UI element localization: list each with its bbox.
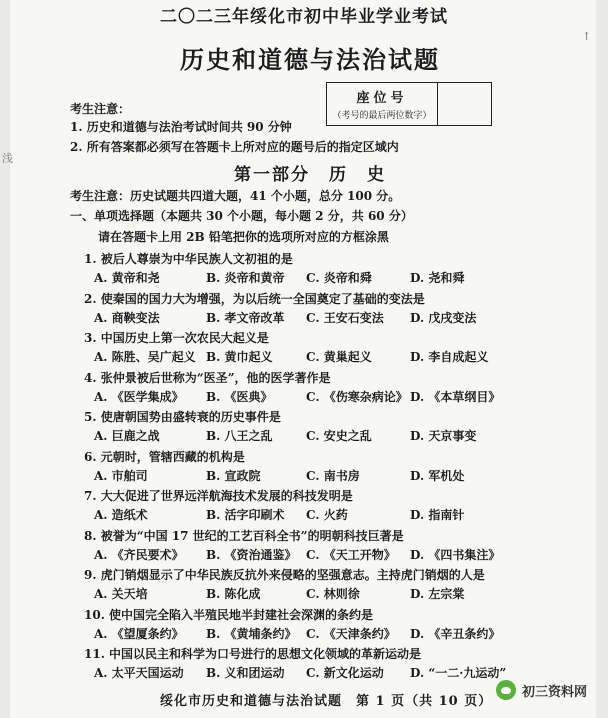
question-option: C. 安史之乱 <box>306 429 372 443</box>
question-option: A. 《齐民要术》 <box>94 547 184 562</box>
question-stem: 11. 中国以民主和科学为口号进行的思想文化领域的革新运动是 <box>84 647 422 661</box>
question-option: B. 陈化成 <box>206 587 261 601</box>
question-stem: 3. 中国历史上第一次农民大起义是 <box>84 331 269 345</box>
margin-mark: 浅 <box>2 152 13 165</box>
question-option: A. 商鞅变法 <box>94 310 160 325</box>
part-title: 第一部分 历 史 <box>234 165 386 185</box>
question-stem: 4. 张仲景被后世称为“医圣”，他的医学著作是 <box>84 370 331 385</box>
question-option: A. 造纸术 <box>94 508 148 522</box>
question-option: D. 左宗棠 <box>410 587 465 601</box>
question-option: C. 黄巢起义 <box>306 350 372 364</box>
watermark-text: 初三资料网 <box>522 684 588 700</box>
exam-header-line: 二〇二三年绥化市初中毕业学业考试 <box>160 7 448 26</box>
question-option: C. 南书房 <box>306 468 360 483</box>
section-heading: 一、单项选择题（本题共 30 个小题，每小题 2 分，共 60 分） <box>70 209 413 223</box>
question-option: A. 《医学集成》 <box>94 389 184 404</box>
question-stem: 6. 元朝时，管辖西藏的机构是 <box>84 449 245 464</box>
question-option: D. 《本草纲目》 <box>410 389 501 404</box>
question-option: D. 《辛丑条约》 <box>410 626 501 641</box>
question-stem: 9. 虎门销烟显示了中华民族反抗外来侵略的坚强意志。主持虎门销烟的人是 <box>84 568 485 582</box>
exam-page <box>10 0 596 718</box>
margin-mark: ↑ <box>582 30 592 43</box>
notice-item: 1. 历史和道德与法治考试时间共 90 分钟 <box>70 120 292 134</box>
question-option: D. 天京事变 <box>410 429 477 443</box>
seat-blank-cell <box>438 83 491 125</box>
question-option: A. 陈胜、吴广起义 <box>94 350 196 364</box>
question-option: D. 军机处 <box>410 468 465 483</box>
question-option: B. 宣政院 <box>206 468 261 483</box>
question-option: A. 太平天国运动 <box>94 666 184 680</box>
question-option: D. 尧和舜 <box>410 271 465 285</box>
question-option: C. 《天工开物》 <box>306 547 396 562</box>
question-stem: 1. 被后人尊崇为中华民族人文初祖的是 <box>84 252 293 266</box>
question-stem: 10. 使中国完全陷入半殖民地半封建社会深渊的条约是 <box>84 607 374 622</box>
question-stem: 2. 使秦国的国力大为增强，为以后统一全国奠定了基础的变法是 <box>84 291 425 306</box>
question-option: B. 炎帝和黄帝 <box>206 271 285 285</box>
wechat-icon <box>496 680 516 700</box>
question-option: B. 《黄埔条约》 <box>206 626 297 641</box>
question-option: B. 义和团运动 <box>206 666 285 680</box>
seat-hint: （考号的最后两位数字） <box>332 111 432 121</box>
history-note: 考生注意：历史试题共四道大题，41 个小题，总分 100 分。 <box>70 189 401 203</box>
question-option: A. 巨鹿之战 <box>94 429 160 443</box>
question-option: B. 孝文帝改革 <box>206 310 285 325</box>
question-option: C. 火药 <box>306 508 348 522</box>
question-option: B. 《医典》 <box>206 389 273 404</box>
question-option: A. 市舶司 <box>94 468 148 483</box>
page-footer: 绥化市历史和道德与法治试题 第 1 页（共 10 页） <box>160 694 493 709</box>
question-option: D. 李自成起义 <box>410 350 489 364</box>
question-option: D. 《四书集注》 <box>410 547 501 562</box>
question-stem: 8. 被誉为“中国 17 世纪的工艺百科全书”的明朝科技巨著是 <box>84 528 404 543</box>
question-option: A. 黄帝和尧 <box>94 271 160 285</box>
question-option: B. 八王之乱 <box>206 429 273 443</box>
seat-label-cell <box>327 83 438 125</box>
question-option: D. “一二·九运动” <box>410 666 507 680</box>
question-option: C. 炎帝和舜 <box>306 271 372 285</box>
question-option: B. 黄巾起义 <box>206 350 273 364</box>
notice-item: 2. 所有答案都必须写在答题卡上所对应的题号后的指定区域内 <box>70 140 399 154</box>
notice-heading: 考生注意： <box>70 102 131 116</box>
question-option: C. 林则徐 <box>306 587 360 601</box>
question-option: B. 活字印刷术 <box>206 508 285 522</box>
question-option: A. 《望厦条约》 <box>94 626 184 641</box>
page-title: 历史和道德与法治试题 <box>180 45 440 74</box>
question-option: B. 《资治通鉴》 <box>206 547 297 562</box>
question-option: C. 《伤寒杂病论》 <box>306 389 408 404</box>
question-stem: 7. 大大促进了世界远洋航海技术发展的科技发明是 <box>84 489 353 503</box>
question-option: C. 王安石变法 <box>306 310 384 325</box>
question-option: C. 《天津条约》 <box>306 626 396 641</box>
question-option: C. 新文化运动 <box>306 666 384 680</box>
seat-label: 座位号 <box>356 91 408 106</box>
question-option: D. 指南针 <box>410 508 465 522</box>
question-option: D. 戊戌变法 <box>410 310 477 325</box>
question-stem: 5. 使唐朝国势由盛转衰的历史事件是 <box>84 410 281 424</box>
watermark-logo <box>496 680 587 700</box>
question-option: A. 关天培 <box>94 587 148 601</box>
seat-number-box <box>326 82 492 126</box>
section-instruction: 请在答题卡上用 2B 铅笔把你的选项所对应的方框涂黑 <box>98 230 389 244</box>
